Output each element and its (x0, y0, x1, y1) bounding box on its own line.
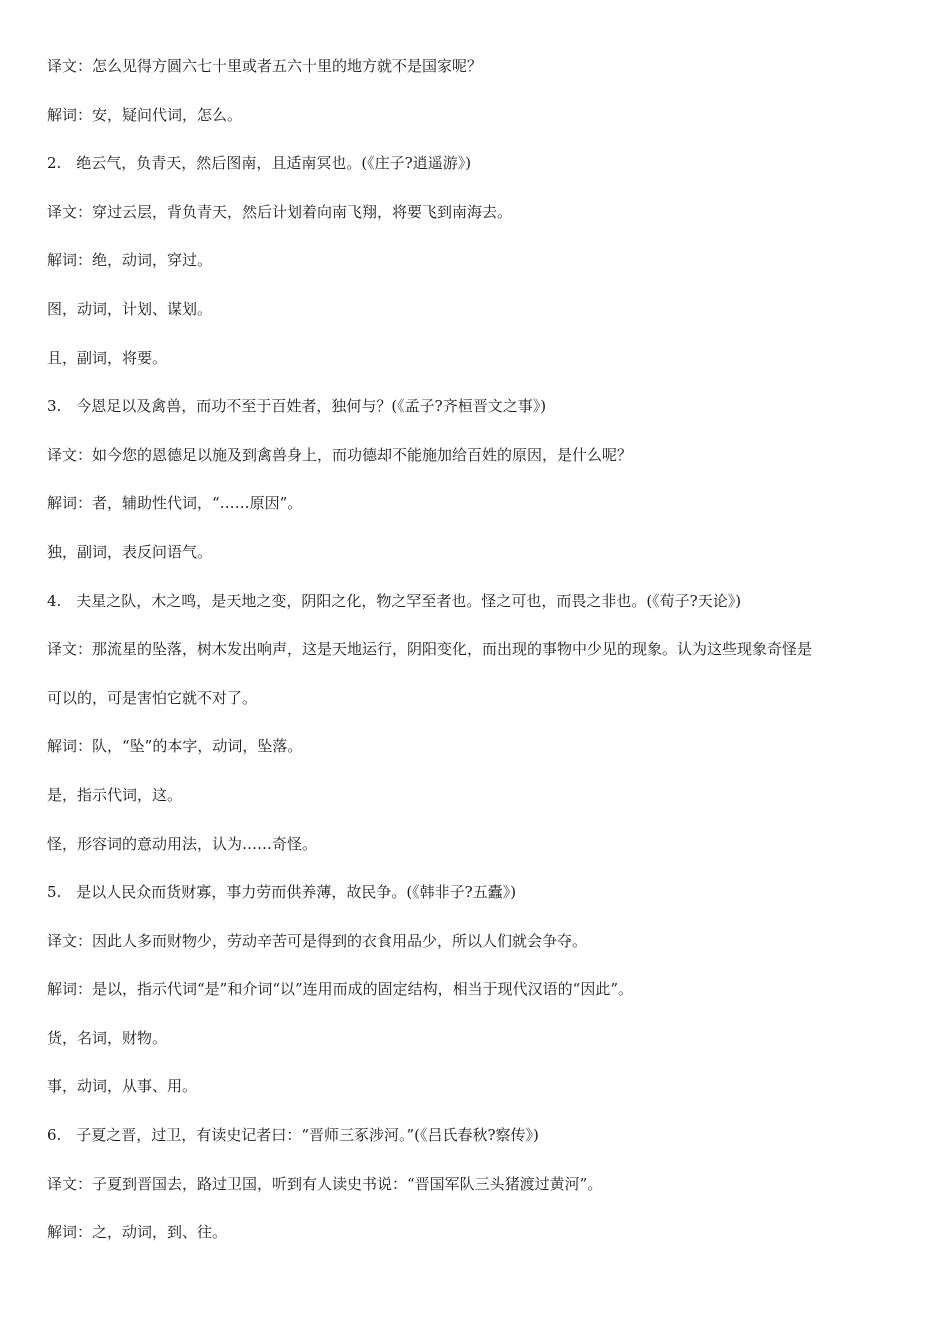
text-line: 事，动词，从事、用。 (47, 1077, 198, 1096)
text-line: 译文：如今您的恩德足以施及到禽兽身上，而功德却不能施加给百姓的原因，是什么呢？ (47, 445, 633, 464)
text-line: 译文：因此人多而财物少，劳动辛苦可是得到的衣食用品少，所以人们就会争夺。 (47, 931, 588, 950)
text-line: 3. 今恩足以及禽兽，而功不至于百姓者，独何与？(《孟子?齐桓晋文之事》) (47, 397, 547, 416)
document-page (47, 56, 907, 1271)
text-line: 解词：绝，动词，穿过。 (47, 251, 213, 270)
text-line: 解词：安，疑问代词，怎么。 (47, 105, 243, 124)
text-line: 可以的，可是害怕它就不对了。 (47, 688, 258, 707)
text-line: 5. 是以人民众而货财寡，事力劳而供养薄，故民争。(《韩非子?五蠹》) (47, 883, 517, 902)
text-line: 独，副词，表反问语气。 (47, 542, 213, 561)
text-line: 且，副词，将要。 (47, 348, 168, 367)
text-line: 6. 子夏之晋，过卫，有读史记者曰：“晋师三豖涉河。”(《吕氏春秋?察传》) (47, 1126, 539, 1145)
text-line: 2. 绝云气，负青天，然后图南，且适南冥也。(《庄子?逍遥游》) (47, 154, 472, 173)
text-line: 解词：之，动词，到、往。 (47, 1223, 228, 1242)
text-line: 4. 夫星之队，木之鸣，是天地之变，阴阳之化，物之罕至者也。怪之可也，而畏之非也。(《荀子?天论》) (47, 591, 742, 610)
text-line: 译文：那流星的坠落，树木发出响声，这是天地运行，阴阳变化，而出现的事物中少见的现象。认为这些现象奇怪是 (47, 640, 813, 659)
text-line: 解词：队，“坠”的本字，动词，坠落。 (47, 737, 303, 756)
text-line: 图，动词，计划、谋划。 (47, 299, 213, 318)
text-line: 译文：穿过云层，背负青天，然后计划着向南飞翔，将要飞到南海去。 (47, 202, 513, 221)
text-line: 怪，形容词的意动用法，认为……奇怪。 (47, 834, 318, 853)
text-line: 解词：是以，指示代词“是”和介词“以”连用而成的固定结构，相当于现代汉语的“因此”。 (47, 980, 634, 999)
text-line: 货，名词，财物。 (47, 1028, 168, 1047)
text-line: 译文：子夏到晋国去，路过卫国，听到有人读史书说：“晋国军队三头猪渡过黄河”。 (47, 1174, 603, 1193)
text-line: 解词：者，辅助性代词，“……原因”。 (47, 494, 303, 513)
text-line: 译文：怎么见得方圆六七十里或者五六十里的地方就不是国家呢？ (47, 57, 483, 75)
text-line: 是，指示代词，这。 (47, 785, 183, 804)
